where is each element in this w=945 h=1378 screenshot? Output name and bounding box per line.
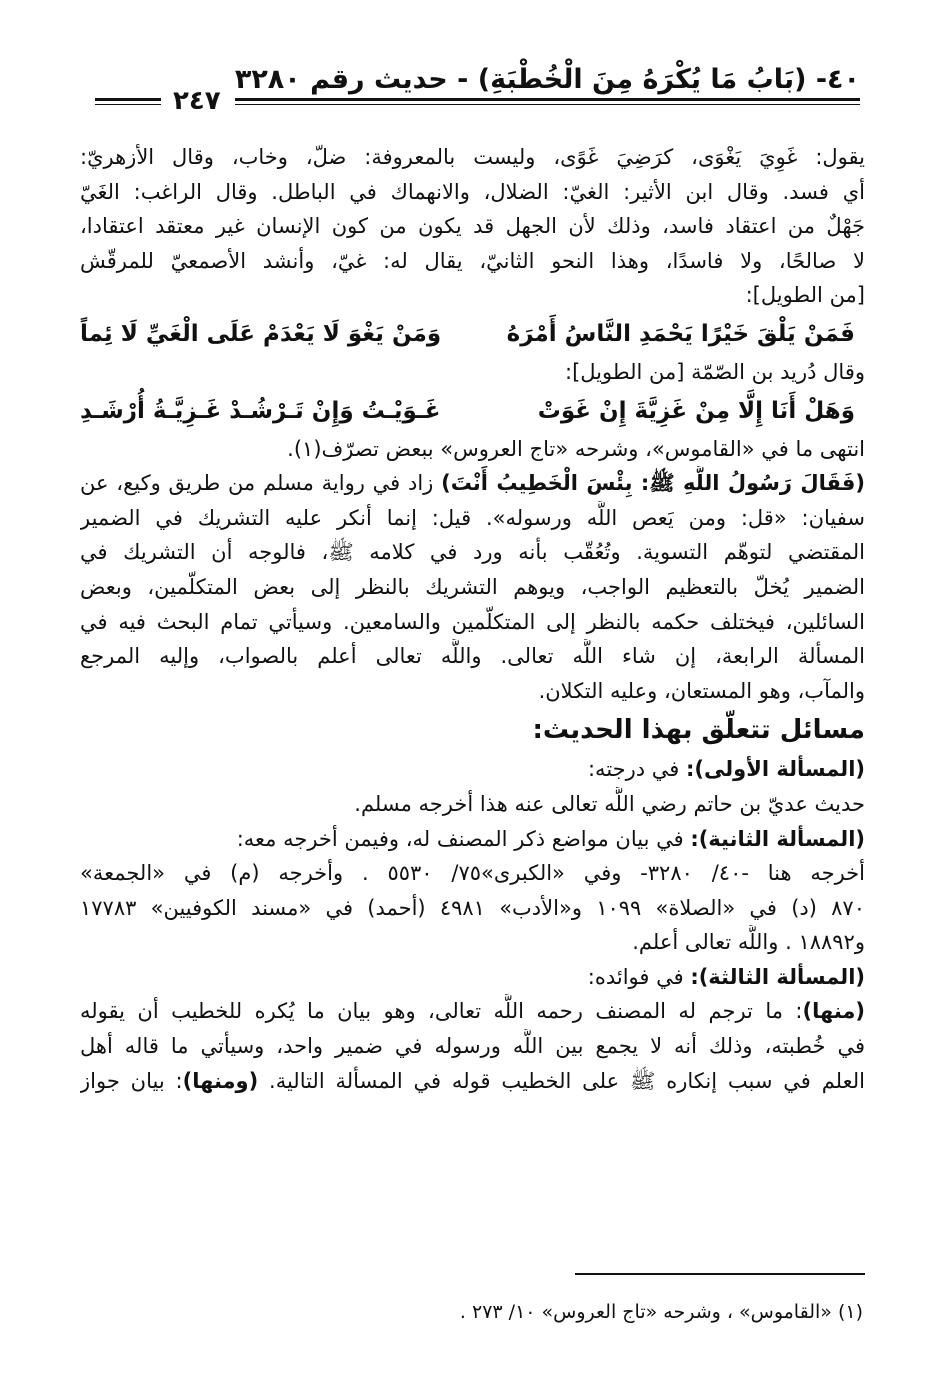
text-segment: : ما ترجم له المصنف رحمه اللَّه تعالى، وهو بيان ما يُكره للخطيب أن يقوله xyxy=(80,999,803,1024)
text-line: أخرجه هنا -٤٠/ ٣٢٨٠- وفي «الكبرى»٧٥/ ٥٥٣٠ . وأخرجه (م) في «الجمعة» xyxy=(80,861,865,886)
page-number: ٢٤٧ xyxy=(165,86,229,116)
text-segment: في بيان مواضع ذكر المصنف له، وفيمن أخرجه معه: xyxy=(236,826,691,851)
poetry-verse xyxy=(80,313,865,355)
running-header xyxy=(95,62,860,116)
poetry-verse xyxy=(80,390,865,432)
verse-first-hemistich: وَهَلْ أَنَا إِلَّا مِنْ غَزِيَّةَ إِنْ غَوَتْ xyxy=(537,397,855,424)
text-line xyxy=(80,994,865,1029)
text-line: المقتضي لتوهّم التسوية. وتُعُقّب بأنه ورد في كلامه ﷺ، فالوجه أن التشريك في xyxy=(80,540,865,565)
text-line: لا صالحًا، ولا فاسدًا، وهذا النحو الثانيّ، يقال له: غيّ، وأنشد الأصمعيّ للمرقّش xyxy=(80,248,865,273)
text-line: والمآب، وهو المستعان، وعليه التكلان. xyxy=(538,678,865,703)
text-line: يقول: غَوِيَ يَغْوَى، كرَضِيَ غَوًى، وليست بالمعروفة: ضلّ، وخاب، وقال الأزهريّ: xyxy=(80,145,865,169)
text-line: جَهْلٌ من اعتقاد فاسد، وذلك لأن الجهل قد يكون من كون الإنسان غير معتقد اعتقادا، xyxy=(80,214,865,239)
footnote: (١) «القاموس» ، وشرحه «تاج العروس» ١٠/ ٢٧٣ . xyxy=(459,1301,863,1323)
text-line xyxy=(80,752,865,787)
text-line: المسألة الرابعة، إن شاء اللَّه تعالى. واللَّه تعالى أعلم بالصواب، وإليه المرجع xyxy=(80,644,865,669)
text-line xyxy=(80,822,865,857)
verse-second-hemistich: وَمَنْ يَغْوَ لَا يَعْدَمْ عَلَى الْغَيِّ لَا ئِماً xyxy=(80,320,442,347)
verse-intro: وقال دُريد بن الصّمّة [من الطويل]: xyxy=(565,359,865,384)
text-line: و١٨٨٩٢ . واللَّه تعالى أعلم. xyxy=(632,930,865,955)
footnote-separator xyxy=(575,1273,865,1275)
text-line: [من الطويل]: xyxy=(745,283,865,308)
text-line xyxy=(80,960,865,995)
verse-second-hemistich: غَـوَيْـتُ وَإِنْ تَـرْشُـدْ غَـزِيَّـةُ أُرْشَـدِ xyxy=(80,397,441,424)
text-line xyxy=(80,1064,865,1099)
section-heading: مسائل تتعلّق بهذا الحديث: xyxy=(532,715,865,746)
text-line: حديث عديّ بن حاتم رضي اللَّه تعالى عنه هذا أخرجه مسلم. xyxy=(354,791,865,816)
text-segment: زاد في رواية مسلم من طريق وكيع، عن xyxy=(80,471,442,496)
text-segment: العلم في سبب إنكاره ﷺ على الخطيب قوله في المسألة التالية. xyxy=(258,1068,865,1093)
chapter-title: ٤٠- (بَابُ مَا يُكْرَهُ مِنَ الْخُطْبَةِ) - حديث رقم ٣٢٨٠ xyxy=(234,64,860,95)
text-segment: في درجته: xyxy=(587,757,687,782)
question-label: (المسألة الثانية): xyxy=(690,826,865,851)
point-label: (منها) xyxy=(802,999,865,1024)
question-label: (المسألة الثالثة): xyxy=(690,964,865,989)
text-line: ٨٧٠ (د) في «الصلاة» ١٠٩٩ و«الأدب» ٤٩٨١ (أحمد) في «مسند الكوفيين» ١٧٧٨٣ xyxy=(80,895,865,920)
text-line xyxy=(80,466,865,501)
text-line: في خُطبته، وذلك أنه لا يجمع بين اللَّه ورسوله في ضمير واحد، وسيأتي ما قاله أهل xyxy=(80,1034,865,1059)
main-text xyxy=(80,140,865,1098)
point-label: (ومنها) xyxy=(182,1068,259,1093)
text-segment: في فوائده: xyxy=(587,964,691,989)
header-rule xyxy=(235,98,860,101)
hadith-quote: (فَقَالَ رَسُولُ اللَّهِ ﷺ: بِئْسَ الْخَطِيبُ أَنْتَ) xyxy=(441,471,865,496)
question-label: (المسألة الأولى): xyxy=(686,757,865,782)
text-line: الضمير يُخلّ بالتعظيم الواجب، ويوهم التشريك بالنظر إلى بعض المتكلّمين، وبعض xyxy=(80,574,865,599)
text-segment: : بيان جواز xyxy=(80,1068,183,1093)
header-rule-short xyxy=(95,98,161,101)
text-line: السائلين، فيختلف حكمه بالنظر إلى المتكلّمين والسامعين. وسيأتي تمام البحث فيه في xyxy=(80,609,865,634)
verse-first-hemistich: فَمَنْ يَلْقَ خَيْرًا يَحْمَدِ النَّاسُ أَمْرَهُ xyxy=(506,320,855,347)
text-line: انتهى ما في «القاموس»، وشرحه «تاج العروس» ببعض تصرّف(١). xyxy=(287,436,865,461)
text-line: سفيان: «قل: ومن يَعص اللَّه ورسوله». قيل: إنما أنكر عليه التشريك في الضمير xyxy=(80,505,865,530)
text-line: أي فسد. وقال ابن الأثير: الغيّ: الضلال، والانهماك في الباطل. وقال الراغب: الغَيّ xyxy=(80,179,865,204)
